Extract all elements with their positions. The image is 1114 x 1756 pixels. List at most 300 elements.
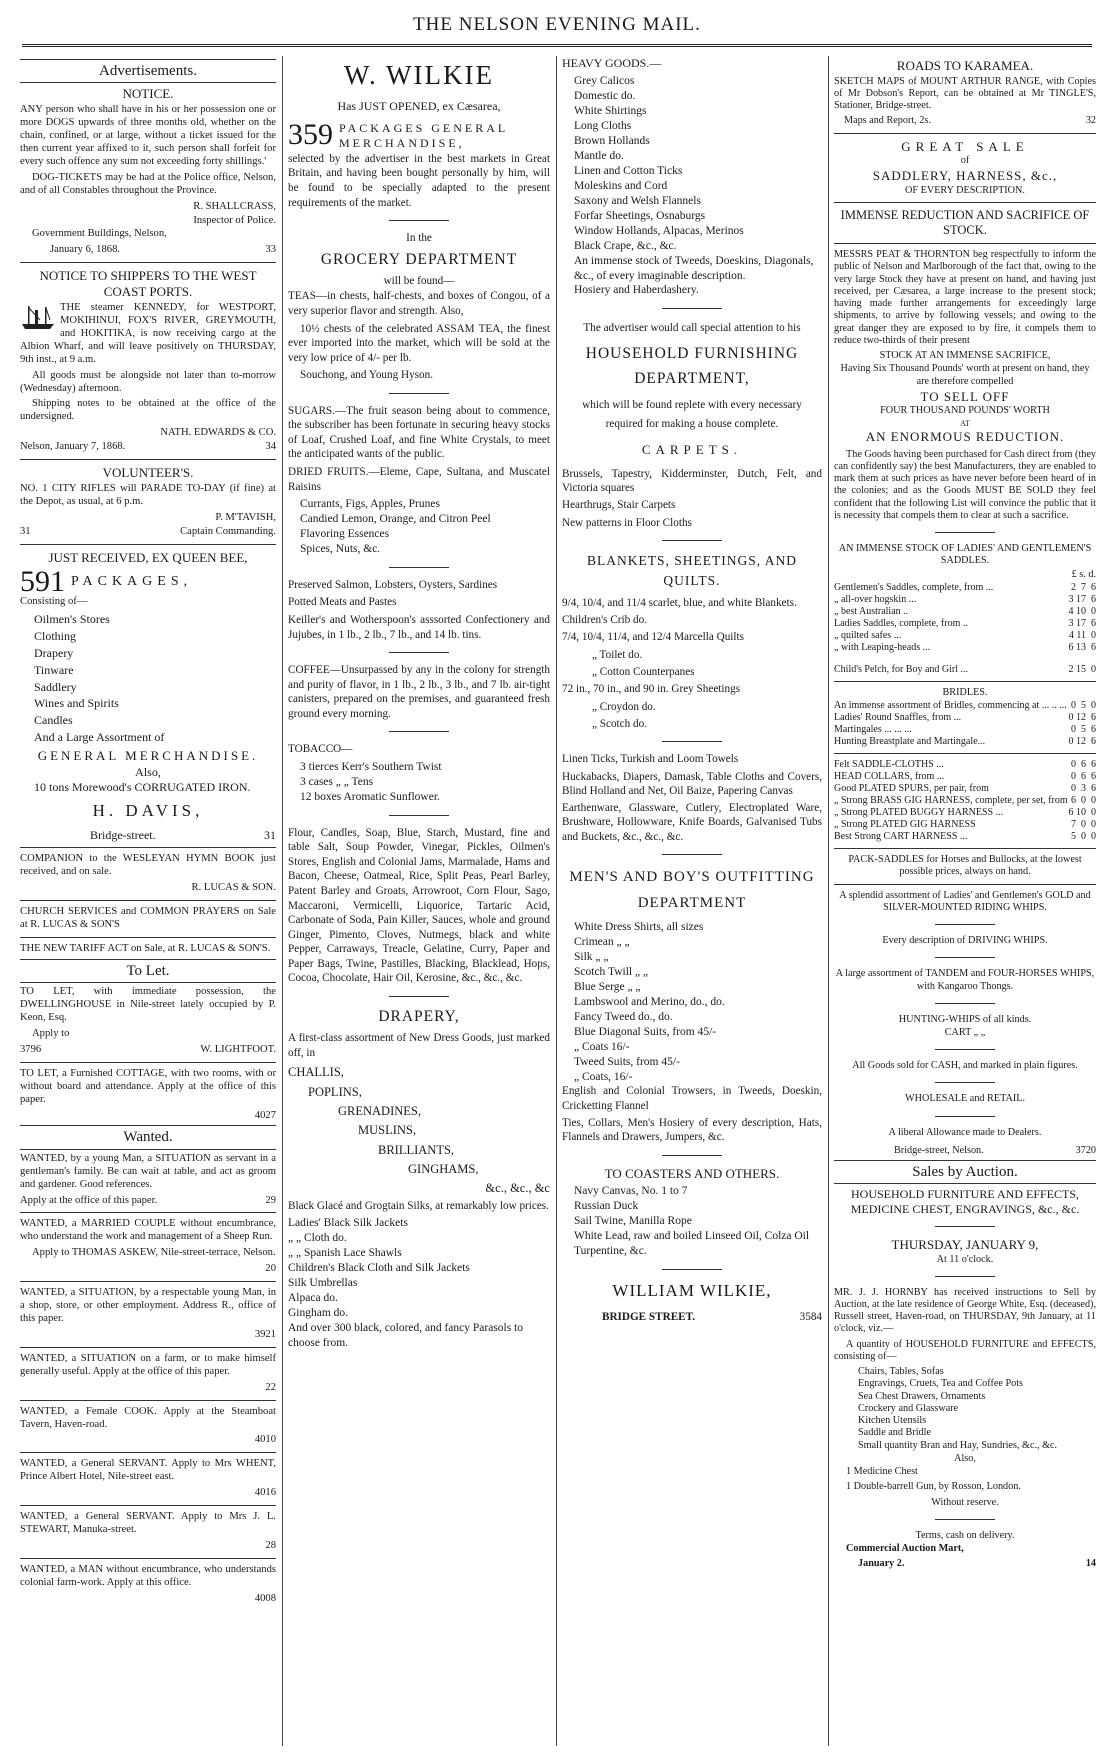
divider: [20, 1212, 276, 1213]
divider: [834, 133, 1096, 134]
item: „ with Leaping-heads ...: [834, 641, 931, 653]
item: Felt SADDLE-CLOTHS ...: [834, 759, 944, 771]
list-item: Clothing: [34, 629, 77, 644]
blankets-4: „ Toilet do.: [592, 648, 643, 661]
ad-number: 3921: [254, 1328, 276, 1340]
price-row: [834, 736, 1096, 748]
blankets-2: Children's Crib do.: [562, 613, 647, 626]
price-row: [834, 582, 1096, 594]
auction-date: THURSDAY, JANUARY 9,: [891, 1236, 1039, 1252]
notice-dogs: ANY person who shall have in his or her possession one or more DOGS upwards of three months old, whether on the chain, confined, or at large, without a ticket issued for the then current year affixed to it, such person shall forfeit for every such offence any sum not exceeding forty shillings.': [20, 104, 276, 167]
list-item: 3 tierces Kerr's Southern Twist: [300, 760, 442, 773]
list-item: Turpentine, &c.: [574, 1245, 647, 1258]
department-heading: BLANKETS, SHEETINGS, AND QUILTS.: [586, 553, 797, 589]
divider: [389, 652, 449, 653]
intro: selected by the advertiser in the best markets in Great Britain, and having been bought personally by him, will be found to be specially adapted to the present requirements of the market.: [288, 152, 550, 209]
department-heading: DRAPERY,: [378, 1007, 460, 1025]
list-item: Currants, Figs, Apples, Prunes: [300, 498, 440, 511]
divider: [20, 262, 276, 263]
ad-body: CHURCH SERVICES and COMMON PRAYERS on Sale at R. LUCAS & SON'S: [20, 906, 276, 931]
list-item: Saxony and Welsh Flannels: [574, 194, 701, 207]
list-item: Candles: [34, 713, 73, 728]
divider: [20, 1452, 276, 1453]
price: 0 12 6: [1068, 736, 1096, 748]
column-4: [834, 56, 1096, 1746]
messrs: MESSRS PEAT & THORNTON beg respectfully to inform the public of Nelson and Marlborough of the fact that, owing to the very large Stock they have at present on hand, and having just received, per Cæsarea, a large increase to the present stock; having made further arrangements for exceedingly large shipments, to arrive by following vessels; and owing to the great danger they are exposed to by fire, it compels them to reduce two-thirds of their present: [834, 249, 1096, 346]
price-row: [834, 831, 1096, 843]
list-item: And over 300 black, colored, and fancy Parasols to choose from.: [288, 1321, 524, 1349]
list-item: Small quantity Bran and Hay, Sundries, &c., &c.: [858, 1439, 1058, 1451]
ad-body: WANTED, a Female COOK. Apply at the Steamboat Tavern, Haven-road.: [20, 1405, 276, 1430]
ad-body: THE steamer KENNEDY, for WESTPORT, MOKIHINUI, FOX'S RIVER, GREYMOUTH, and HOKITIKA, is now receiving cargo at the Albion Wharf, and will leave positively on THURSDAY, 9th inst., at 9 a.m.: [20, 302, 276, 365]
tobacco: TOBACCO—: [288, 743, 353, 756]
divider: [662, 741, 722, 742]
divider: [935, 924, 995, 925]
item: Good PLATED SPURS, per pair, from: [834, 783, 989, 795]
divider: [20, 1400, 276, 1401]
silks: Black Glacé and Grogtain Silks, at remarkably low prices.: [288, 1199, 549, 1212]
terms: Terms, cash on delivery.: [915, 1529, 1015, 1541]
ad-body: WANTED, a MARRIED COUPLE without encumbrance, who understand the work and management of a Sheep Run.: [20, 1218, 276, 1243]
list-item: „ Coats, 16/-: [574, 1070, 633, 1083]
price-row: [834, 618, 1096, 630]
heavy-goods-list: [574, 74, 822, 298]
price: 3 17 6: [1068, 617, 1096, 629]
signature: W. LIGHTFOOT.: [200, 1043, 276, 1055]
list-item: Russian Duck: [574, 1200, 639, 1213]
price-row: [834, 606, 1096, 618]
list-item: „ „ Spanish Lace Shawls: [288, 1247, 402, 1260]
all-goods: All Goods sold for CASH, and marked in plain figures.: [852, 1060, 1078, 1072]
street: BRIDGE STREET.: [602, 1310, 696, 1323]
divider: [20, 544, 276, 545]
column-1: [20, 56, 276, 1746]
list-item: Hosiery and Haberdashery.: [574, 284, 699, 297]
item: An immense assortment of Bridles, commencing at ... .. ...: [834, 700, 1067, 712]
price-row: [834, 630, 1096, 642]
in-the: In the: [406, 232, 432, 245]
ad-heading: VOLUNTEER'S.: [102, 465, 194, 481]
wholesale: WHOLESALE and RETAIL.: [905, 1093, 1025, 1105]
ad-body: COMPANION to the WESLEYAN HYMN BOOK just received, and on sale.: [20, 853, 276, 878]
divider: [389, 393, 449, 394]
at: AT: [960, 418, 970, 428]
potted: Potted Meats and Pastes: [288, 596, 397, 609]
price: 0 6 6: [1071, 759, 1096, 771]
carpets-3: New patterns in Floor Cloths: [562, 516, 692, 529]
price: 5 0 0: [1071, 831, 1096, 843]
maps-price: Maps and Report, 2s.: [844, 115, 931, 127]
will-be-found: will be found—: [383, 274, 455, 287]
item: Ladies' Round Snaffles, from ...: [834, 712, 962, 724]
divider: [834, 202, 1096, 203]
ad-heading: NOTICE.: [122, 86, 174, 102]
sell-off: TO SELL OFF: [920, 388, 1010, 404]
reduction-heading: IMMENSE REDUCTION AND SACRIFICE OF STOCK.: [840, 208, 1090, 238]
ad-body: THE NEW TARIFF ACT on Sale, at R. LUCAS & SON'S.: [20, 942, 271, 954]
list-item: „ „ Cloth do.: [288, 1232, 347, 1245]
sketch-maps: SKETCH MAPS of MOUNT ARTHUR RANGE, with Copies of Mr Dobson's Report, can be obtained at Mr TINGLE'S, Stationer, Bridge-street.: [834, 75, 1096, 112]
package-count: 591: [20, 567, 65, 596]
great-sale: GREAT SALE: [901, 138, 1029, 154]
carpets-1: Brussels, Tapestry, Kidderminster, Dutch, Felt, and Victoria squares: [562, 467, 822, 495]
driving-whips: Every description of DRIVING WHIPS.: [882, 935, 1048, 947]
list-item: 12 boxes Aromatic Sunflower.: [300, 790, 440, 803]
four-thousand: FOUR THOUSAND POUNDS' WORTH: [880, 405, 1050, 417]
divider: [20, 1062, 276, 1063]
quantity: A quantity of HOUSEHOLD FURNITURE and EFFECTS, consisting of—: [834, 1338, 1096, 1362]
item: „ Strong PLATED BUGGY HARNESS ...: [834, 807, 1004, 819]
ad-body: Shipping notes to be obtained at the office of the undersigned.: [20, 398, 276, 423]
price-row: [834, 700, 1096, 712]
ad-heading: NOTICE TO SHIPPERS TO THE WEST COAST PORTS.: [39, 268, 257, 300]
teas: TEAS—in chests, half-chests, and boxes of Congou, of a very superior flavor and strength. Also,: [288, 290, 550, 317]
list-item: Alpaca do.: [288, 1292, 338, 1305]
price-row: [834, 759, 1096, 771]
list-item: Forfar Sheetings, Osnaburgs: [574, 209, 706, 222]
packages-label: PACKAGES GENERAL MERCHANDISE,: [339, 120, 508, 151]
price: 6 13 6: [1068, 641, 1096, 653]
earthenware: Earthenware, Glassware, Cutlery, Electroplated Ware, Brushware, Hollowware, Knife Boards, Galvanised Tubs and Buckets, &c., &c., &c.: [562, 802, 822, 843]
gun: 1 Double-barrell Gun, by Rosson, London.: [846, 1481, 1021, 1493]
list-item: An immense stock of Tweeds, Doeskins, Diagonals, &c., of every imaginable description.: [574, 254, 814, 282]
item: Child's Pelch, for Boy and Girl ...: [834, 663, 969, 675]
ad-number: 28: [265, 1539, 276, 1551]
list-item: Silk „ „: [574, 951, 609, 964]
signature-title: Inspector of Police.: [193, 214, 276, 226]
list-item: BRILLIANTS,: [378, 1142, 455, 1157]
ad-number: 4016: [254, 1487, 276, 1499]
list-item: Ladies' Black Silk Jackets: [288, 1217, 408, 1230]
medicine-chest: 1 Medicine Chest: [846, 1466, 918, 1478]
item: Ladies Saddles, complete, from ..: [834, 617, 968, 629]
general-merchandise: GENERAL MERCHANDISE.: [37, 747, 259, 763]
masthead: THE NELSON EVENING MAIL.: [413, 14, 701, 35]
ad-number: 29: [265, 1194, 276, 1206]
riding-whips: A splendid assortment of Ladies' and Gentlemen's GOLD and SILVER-MOUNTED RIDING WHIPS.: [839, 889, 1091, 913]
item: „ quilted safes ...: [834, 629, 902, 641]
linen: Linen Ticks, Turkish and Loom Towels: [562, 753, 739, 766]
list-item: &c., &c., &c: [485, 1181, 550, 1196]
list-item: White Lead, raw and boiled Linseed Oil, Colza Oil: [574, 1230, 810, 1243]
item: „ all-over hogskin ...: [834, 593, 917, 605]
carpets-2: Hearthrugs, Stair Carpets: [562, 499, 676, 512]
signature: NATH. EDWARDS & CO.: [160, 427, 276, 439]
divider: [20, 1505, 276, 1506]
ad-tail: Apply to THOMAS ASKEW, Nile-street-terrace, Nelson.: [32, 1247, 276, 1259]
list-item: Flavoring Essences: [300, 528, 390, 541]
ad-number: 4008: [254, 1592, 276, 1604]
heavy-goods: HEAVY GOODS.—: [562, 56, 662, 70]
assam: 10½ chests of the celebrated ASSAM TEA, the finest ever imported into the market, which will be sold at the very low price of 4/- per lb.: [288, 322, 550, 364]
fruits-list: [300, 497, 550, 557]
list-item: Domestic do.: [574, 90, 636, 103]
pack-saddles: PACK-SADDLES for Horses and Bullocks, at the lowest possible prices, always on hand.: [848, 854, 1082, 878]
price-row: [834, 724, 1096, 736]
list-item: 3 cases „ „ Tens: [300, 775, 374, 788]
carpets-heading: CARPETS.: [641, 442, 743, 458]
list-item: Window Hollands, Alpacas, Merinos: [574, 224, 744, 237]
also: Also,: [135, 764, 161, 779]
section-heading: Advertisements.: [20, 59, 276, 83]
list-item: Drapery: [34, 646, 74, 661]
divider: [834, 753, 1096, 754]
divider: [20, 459, 276, 460]
divider: [20, 937, 276, 938]
list-item: Scotch Twill „ „: [574, 965, 649, 978]
stock-sacrifice: STOCK AT AN IMMENSE SACRIFICE,: [879, 350, 1051, 362]
cart-whips: CART „ „: [944, 1027, 986, 1038]
price-row: [834, 807, 1096, 819]
corrugated-iron: 10 tons Morewood's CORRUGATED IRON.: [34, 780, 251, 795]
price: 0 6 6: [1071, 771, 1096, 783]
list-item: Kitchen Utensils: [858, 1415, 927, 1427]
list-item: White Dress Shirts, all sizes: [574, 921, 704, 934]
list-item: Sea Chest Drawers, Ornaments: [858, 1390, 986, 1402]
ad-number: 31: [20, 525, 31, 537]
list-item: Silk Umbrellas: [288, 1277, 358, 1290]
price-row: [834, 664, 1096, 676]
divider: [662, 540, 722, 541]
list-item: Lambswool and Merino, do., do.: [574, 995, 725, 1008]
list-item: Crimean „ „: [574, 936, 630, 949]
price: 7 0 0: [1071, 819, 1096, 831]
allowance: A liberal Allowance made to Dealers.: [888, 1126, 1042, 1138]
ad-tail: Apply at the office of this paper.: [20, 1194, 158, 1206]
divider: [20, 1281, 276, 1282]
divider: [935, 1226, 995, 1227]
ad-number: 4010: [254, 1434, 276, 1446]
divider: [935, 1276, 995, 1277]
list-item: CHALLIS,: [288, 1065, 344, 1080]
item: „ Strong PLATED GIG HARNESS: [834, 819, 976, 831]
preserved: Preserved Salmon, Lobsters, Oysters, Sardines: [288, 578, 498, 591]
apply: Apply to: [32, 1027, 70, 1039]
divider: [834, 681, 1096, 682]
list-item: GRENADINES,: [338, 1103, 421, 1118]
divider: [834, 243, 1096, 244]
saddles-heading: AN IMMENSE STOCK OF LADIES' AND GENTLEMEN'S SADDLES.: [838, 543, 1092, 567]
blankets-3: 7/4, 10/4, 11/4, and 12/4 Marcella Quilts: [562, 631, 744, 644]
list-item: And a Large Assortment of: [34, 730, 165, 745]
ad-body: NO. 1 CITY RIFLES will PARADE TO-DAY (if fine) at the Depot, as usual, at 6 p.m.: [20, 483, 276, 507]
list-item: Oilmen's Stores: [34, 612, 110, 627]
list-item: Brown Hollands: [574, 135, 650, 148]
ad-number: 14: [1085, 1558, 1096, 1570]
list-item: Fancy Tweed do., do.: [574, 1010, 673, 1023]
every-description: OF EVERY DESCRIPTION.: [905, 184, 1025, 196]
also: Also,: [954, 1452, 976, 1464]
price-row: [834, 712, 1096, 724]
divider: [834, 884, 1096, 885]
divider: [389, 567, 449, 568]
address: Government Buildings, Nelson,: [32, 228, 167, 240]
ties: Ties, Collars, Men's Hosiery of every description, Hats, Flannels and Drawers, Jumpers, &c.: [562, 1117, 822, 1144]
merchant-name: H. DAVIS,: [92, 800, 204, 820]
item: HEAD COLLARS, from ...: [834, 771, 945, 783]
flour-list: Flour, Candles, Soap, Blue, Starch, Mustard, fine and table Salt, Soup Powder, Vinegar, Pickles, Oilmen's Stores, English and Colonial Jams, Marmalade, Hams and Bacon, Cheese, Oatmeal, Rice, Split Peas, Pearl Barley, Patent Barley and Groats, Arrowroot, Corn Flour, Sago, Maccaroni, Vermicelli, Liquorice, Tartaric Acid, Carbonate of Soda, Pain Killer, Sauces, whole and ground Ginger, Pimento, Cloves, Nutmegs, black and white Pepper, Carraways, Treacle, Gelatine, Curry, Paper and Paper Bags, Twine, Pastilles, Blacking, Blacklead, Hops, Cocoa, Chocolate, Hair Oil, Kerosine, &c., &c., &c.: [288, 826, 550, 985]
signature: R. LUCAS & SON.: [191, 882, 276, 894]
list-item: Sail Twine, Manilla Rope: [574, 1215, 692, 1228]
list-item: Crockery and Glassware: [858, 1402, 959, 1414]
tobacco-list: [300, 760, 550, 805]
price-row: [834, 642, 1096, 654]
list-item: Wines and Spirits: [34, 696, 119, 711]
ad-number: 20: [265, 1263, 276, 1275]
signature: R. SHALLCRASS,: [193, 200, 276, 212]
divider: [935, 1519, 995, 1520]
list-item: White Shirtings: [574, 105, 647, 118]
hunting-whips: HUNTING-WHIPS of all kinds.: [898, 1013, 1032, 1025]
goods-body: The Goods having been purchased for Cash direct from (they can confidently say) the best Manufacturers, they are enabled to mark them at such prices as have never before been heard of in the colonies; and as the Goods MUST BE SOLD they feel confident that the following List will convince the public that it is necessity that compels them to clear at such a sacrifice.: [834, 448, 1096, 521]
department-heading: HOUSEHOLD FURNISHING DEPARTMENT,: [585, 345, 799, 388]
list-item: Children's Black Cloth and Silk Jackets: [288, 1262, 470, 1275]
price: 6 0 0: [1071, 795, 1096, 807]
signature-title: Captain Commanding.: [180, 525, 276, 537]
list-item: Engravings, Cruets, Tea and Coffee Pots: [858, 1378, 1023, 1390]
fabrics-list: [288, 1063, 550, 1199]
opened: Has JUST OPENED, ex Cæsarea,: [337, 99, 501, 114]
ad-heading: ROADS TO KARAMEA.: [896, 58, 1034, 73]
column-3: [562, 56, 822, 1746]
divider: [662, 854, 722, 855]
list-item: Saddlery: [34, 679, 77, 694]
list-item: Chairs, Tables, Sofas: [858, 1366, 944, 1378]
ad-body: WANTED, by a young Man, a SITUATION as servant in a gentleman's family. Be can wait at table, and act as groom and gardener. Good references.: [20, 1152, 276, 1190]
merchant-name: WILLIAM WILKIE,: [612, 1281, 772, 1301]
coasters-list: [574, 1184, 822, 1259]
price: 0 3 6: [1071, 783, 1096, 795]
having: Having Six Thousand Pounds' worth at present on hand, they are therefore compelled: [840, 363, 1090, 387]
section-heading: Wanted.: [20, 1125, 276, 1149]
first-class: A first-class assortment of New Dress Goods, just marked off, in: [288, 1032, 550, 1059]
auction-list: [858, 1366, 1096, 1452]
huckabacks: Huckabacks, Diapers, Damask, Table Cloths and Covers, Blind Holland and Net, Oil Baize, Papering Canvas: [562, 770, 822, 797]
item: Best Strong CART HARNESS ...: [834, 831, 968, 843]
ad-number: 3584: [799, 1310, 822, 1323]
street: Bridge-street.: [90, 827, 156, 842]
hornby: MR. J. J. HORNBY has received instructions to Sell by Auction, at the late residence of George White, Esq. (deceased), Russell street, Haven-road, on THURSDAY, 9th January, at 11 o'clock, viz.—: [834, 1286, 1096, 1335]
list-item: Long Cloths: [574, 120, 632, 133]
saddlery-heading: SADDLERY, HARNESS, &c.,: [872, 168, 1058, 184]
divider: [935, 1049, 995, 1050]
ad-number: 3720: [1075, 1144, 1096, 1156]
without-reserve: Without reserve.: [931, 1496, 999, 1508]
goods-list: [34, 611, 276, 745]
blankets-7: „ Croydon do.: [592, 700, 656, 713]
divider: [935, 1116, 995, 1117]
ad-number: 34: [265, 441, 276, 453]
date: January 2.: [858, 1558, 905, 1570]
price-row: [834, 594, 1096, 606]
tandem-whips: A large assortment of TANDEM and FOUR-HORSES WHIPS, with Kangaroo Thongs.: [835, 968, 1095, 992]
street: Bridge-street, Nelson.: [894, 1144, 984, 1156]
list-item: Linen and Cotton Ticks: [574, 164, 683, 177]
column-rule: [556, 56, 557, 1746]
list-item: POPLINS,: [308, 1084, 362, 1099]
sugars: SUGARS.—The fruit season being about to commence, the subscriber has been fortunate in securing heavy stocks of Loaf, Crushed Loaf, and fine White Crystals, to meet the anticipated wants of the public.: [288, 404, 550, 461]
ad-number: 32: [1085, 115, 1096, 127]
ad-number: 4027: [254, 1109, 276, 1121]
list-item: „ Coats 16/-: [574, 1040, 630, 1053]
ad-body: WANTED, a SITUATION, by a respectable young Man, in a shop, store, or other employment. Address R., office of this paper.: [20, 1287, 276, 1324]
column-rule: [828, 56, 829, 1746]
item: „ Strong BRASS GIG HARNESS, complete, per set, from: [834, 795, 1068, 807]
trowsers: English and Colonial Trowsers, in Tweeds, Doeskin, Cricketting Flannel: [562, 1085, 822, 1112]
divider: [662, 1155, 722, 1156]
auction-time: At 11 o'clock.: [936, 1253, 994, 1265]
divider: [20, 1347, 276, 1348]
list-item: Navy Canvas, No. 1 to 7: [574, 1185, 688, 1198]
signature: P. M'TAVISH,: [215, 511, 276, 523]
price-row: [834, 783, 1096, 795]
list-item: MUSLINS,: [358, 1123, 416, 1138]
dried-fruits: DRIED FRUITS.—Eleme, Cape, Sultana, and Muscatel Raisins: [288, 466, 550, 493]
date: Nelson, January 7, 1868.: [20, 441, 126, 453]
auction-heading: HOUSEHOLD FURNITURE AND EFFECTS, MEDICINE CHEST, ENGRAVINGS, &c., &c.: [850, 1187, 1080, 1216]
blankets-8: „ Scotch do.: [592, 717, 647, 730]
item: „ best Australian ..: [834, 605, 909, 617]
notice-dog-tickets: DOG-TICKETS may be had at the Police office, Nelson, and of all Constables throughout the Province.: [20, 171, 276, 196]
section-heading: To Let.: [20, 959, 276, 983]
divider: [935, 1082, 995, 1083]
ad-body: WANTED, a MAN without encumbrance, who understands colonial farm-work. Apply at this office.: [20, 1563, 276, 1588]
department-heading: TO COASTERS AND OTHERS.: [604, 1165, 780, 1181]
ad-body: All goods must be alongside not later than to-morrow (Wednesday) afternoon.: [20, 369, 276, 394]
list-item: Moleskins and Cord: [574, 179, 668, 192]
bridles-heading: BRIDLES.: [942, 686, 988, 698]
enormous-reduction: AN ENORMOUS REDUCTION.: [865, 429, 1065, 445]
price-row: [834, 771, 1096, 783]
column-rule: [282, 56, 283, 1746]
ad-number: 22: [265, 1381, 276, 1393]
divider: [662, 308, 722, 309]
price: 2 7 6: [1071, 581, 1096, 593]
blankets-5: „ Cotton Counterpanes: [592, 665, 695, 678]
ad-heading: JUST RECEIVED, EX QUEEN BEE,: [48, 549, 248, 565]
divider: [935, 957, 995, 958]
list-item: Candied Lemon, Orange, and Citron Peel: [300, 513, 491, 526]
mens-list: [574, 920, 822, 1084]
ad-body: WANTED, a General SERVANT. Apply to Mrs WHENT, Prince Albert Hotel, Nile-street east.: [20, 1458, 276, 1483]
of: of: [960, 155, 970, 167]
price: 0 5 0: [1071, 700, 1096, 712]
column-2: [288, 56, 550, 1746]
price: 4 11 0: [1068, 629, 1096, 641]
consisting: Consisting of—: [20, 595, 88, 607]
list-item: Mantle do.: [574, 150, 624, 163]
ad-body: WANTED, a SITUATION on a farm, or to make himself generally useful. Apply at the office of this paper.: [20, 1352, 276, 1377]
drapery-list: [288, 1216, 550, 1350]
list-item: Spices, Nuts, &c.: [300, 542, 381, 555]
auction-mart: Commercial Auction Mart,: [846, 1543, 964, 1554]
lsd-header: £ s. d.: [1071, 568, 1096, 580]
steamer-icon: [20, 302, 56, 332]
souchong: Souchong, and Young Hyson.: [300, 369, 434, 382]
list-item: Gingham do.: [288, 1307, 349, 1320]
price: 0 12 6: [1068, 712, 1096, 724]
blankets-6: 72 in., 70 in., and 90 in. Grey Sheetings: [562, 683, 741, 696]
blankets-1: 9/4, 10/4, and 11/4 scarlet, blue, and white Blankets.: [562, 596, 797, 609]
keiller: Keiller's and Wotherspoon's asssorted Confectionery and Jujubes, in 1 lb., 2 lb., 7 lb., and 14 lb. tins.: [288, 614, 550, 641]
attention: The advertiser would call special attention to his: [583, 322, 801, 335]
date: January 6, 1868.: [50, 244, 121, 256]
item: Gentlemen's Saddles, complete, from ...: [834, 581, 994, 593]
price-row: [834, 819, 1096, 831]
ad-body: TO LET, a Furnished COTTAGE, with two rooms, with or without board and attendance. Apply at the office of this paper.: [20, 1067, 276, 1105]
divider: [662, 1269, 722, 1270]
department-heading: MEN'S AND BOY'S OUTFITTING DEPARTMENT: [569, 869, 815, 911]
